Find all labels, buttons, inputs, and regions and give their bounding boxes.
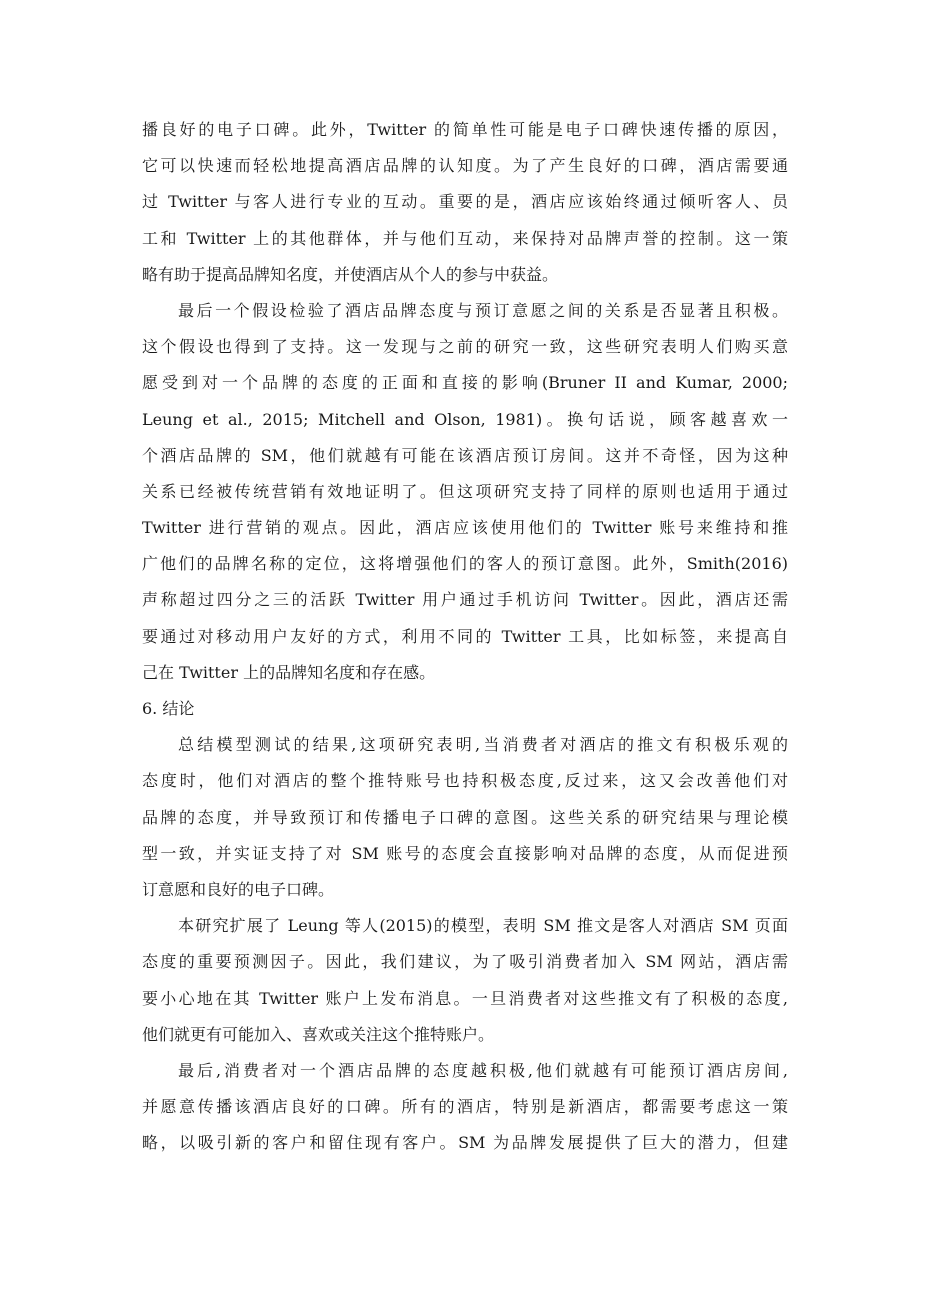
text-line: 态度时，他们对酒店的整个推特账号也持积极态度,反过来，这又会改善他们对	[142, 771, 788, 791]
text-line: 最后,消费者对一个酒店品牌的态度越积极,他们就越有可能预订酒店房间,	[178, 1060, 788, 1080]
text-line: 广他们的品牌名称的定位，这将增强他们的客人的预订意图。此外，Smith(2016)	[142, 554, 788, 574]
text-line: 播良好的电子口碑。此外，Twitter 的简单性可能是电子口碑快速传播的原因，	[142, 120, 788, 139]
text-line: 略有助于提高品牌知名度，并使酒店从个人的参与中获益。	[142, 264, 559, 284]
text-line: 声称超过四分之三的活跃 Twitter 用户通过手机访问 Twitter。因此，酒店还需	[142, 590, 788, 610]
text-line: 总结模型测试的结果,这项研究表明,当消费者对酒店的推文有积极乐观的	[178, 735, 788, 755]
text-line: 要小心地在其 Twitter 账户上发布消息。一旦消费者对这些推文有了积极的态度,	[142, 988, 788, 1008]
document-body	[142, 112, 788, 1161]
text-line: 态度的重要预测因子。因此，我们建议，为了吸引消费者加入 SM 网站，酒店需	[142, 952, 788, 972]
text-line: 愿受到对一个品牌的态度的正面和直接的影响(Bruner II and Kumar, 2000;	[142, 373, 788, 393]
text-line: Leung et al., 2015; Mitchell and Olson, 1981)。换句话说，顾客越喜欢一	[142, 409, 788, 429]
text-line: 品牌的态度，并导致预订和传播电子口碑的意图。这些关系的研究结果与理论模	[142, 807, 788, 827]
text-line: 过 Twitter 与客人进行专业的互动。重要的是，酒店应该始终通过倾听客人、员	[142, 192, 788, 212]
text-line: 最后一个假设检验了酒店品牌态度与预订意愿之间的关系是否显著且积极。	[178, 300, 788, 320]
section-heading: 6. 结论	[142, 699, 195, 718]
text-line: 要通过对移动用户友好的方式，利用不同的 Twitter 工具，比如标签，来提高自	[142, 626, 788, 646]
text-line: 本研究扩展了 Leung 等人(2015)的模型，表明 SM 推文是客人对酒店 SM 页面	[178, 916, 788, 936]
text-line: 个酒店品牌的 SM，他们就越有可能在该酒店预订房间。这并不奇怪，因为这种	[142, 445, 788, 465]
text-line: 己在 Twitter 上的品牌知名度和存在感。	[142, 662, 436, 682]
text-line: 略，以吸引新的客户和留住现有客户。SM 为品牌发展提供了巨大的潜力，但建	[142, 1133, 788, 1153]
text-line: 关系已经被传统营销有效地证明了。但这项研究支持了同样的原则也适用于通过	[142, 481, 788, 501]
text-line: 这个假设也得到了支持。这一发现与之前的研究一致，这些研究表明人们购买意	[142, 337, 788, 357]
text-line: 型一致，并实证支持了对 SM 账号的态度会直接影响对品牌的态度，从而促进预	[142, 843, 788, 863]
text-line: 订意愿和良好的电子口碑。	[142, 879, 335, 899]
text-line: 他们就更有可能加入、喜欢或关注这个推特账户。	[142, 1024, 495, 1044]
text-line: 它可以快速而轻松地提高酒店品牌的认知度。为了产生良好的口碑，酒店需要通	[142, 156, 788, 176]
text-line: 工和 Twitter 上的其他群体，并与他们互动，来保持对品牌声誉的控制。这一策	[142, 228, 788, 248]
text-line: 并愿意传播该酒店良好的口碑。所有的酒店，特别是新酒店，都需要考虑这一策	[142, 1097, 788, 1117]
text-line: Twitter 进行营销的观点。因此，酒店应该使用他们的 Twitter 账号来维持和推	[142, 518, 788, 538]
